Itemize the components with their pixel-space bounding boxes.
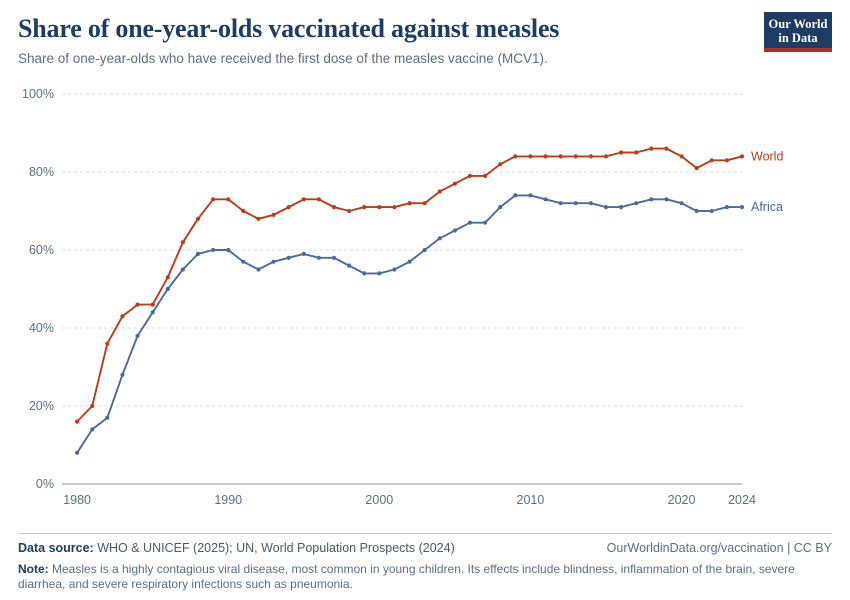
data-point (619, 150, 623, 154)
data-point (543, 197, 547, 201)
data-point (332, 205, 336, 209)
data-point (695, 166, 699, 170)
data-point (634, 150, 638, 154)
data-point (75, 451, 79, 455)
data-point (483, 221, 487, 225)
data-point (151, 303, 155, 307)
data-point (196, 217, 200, 221)
data-point (649, 197, 653, 201)
x-tick-label: 2000 (365, 493, 394, 507)
data-point (392, 267, 396, 271)
data-point (513, 193, 517, 197)
data-point (166, 287, 170, 291)
footer-note-text: Measles is a highly contagious viral disease, most common in young children. Its effects include blindness, inflammation of the brain, severe diarrhea, and severe respiratory infections such as pneumonia. (18, 562, 795, 591)
data-point (226, 248, 230, 252)
data-point (559, 154, 563, 158)
chart-header (18, 14, 832, 66)
page-title: Share of one-year-olds vaccinated against measles (18, 14, 560, 43)
data-point (241, 209, 245, 213)
data-point (241, 260, 245, 264)
data-source-prefix: Data source: (18, 541, 94, 555)
data-point (151, 310, 155, 314)
data-point (271, 213, 275, 217)
y-tick-label: 80% (28, 165, 54, 179)
data-source-text: WHO & UNICEF (2025); UN, World Population Prospects (2024) (97, 541, 455, 555)
data-point (634, 201, 638, 205)
data-point (302, 252, 306, 256)
data-point (649, 147, 653, 151)
data-point (211, 248, 215, 252)
data-point (528, 193, 532, 197)
data-point (604, 205, 608, 209)
y-tick-label: 60% (28, 243, 54, 257)
data-point (679, 154, 683, 158)
data-point (317, 197, 321, 201)
series-line-world (77, 149, 742, 422)
data-point (664, 147, 668, 151)
data-point (453, 182, 457, 186)
x-tick-label: 2010 (516, 493, 545, 507)
data-point (302, 197, 306, 201)
data-point (120, 373, 124, 377)
data-point (105, 416, 109, 420)
data-point (120, 314, 124, 318)
data-point (407, 201, 411, 205)
x-tick-label: 2024 (728, 493, 756, 507)
data-point (211, 197, 215, 201)
data-point (528, 154, 532, 158)
data-point (710, 158, 714, 162)
data-point (468, 174, 472, 178)
data-point (740, 154, 744, 158)
series-label-world: World (751, 149, 784, 164)
data-point (725, 158, 729, 162)
footer-note (18, 562, 818, 592)
data-point (498, 162, 502, 166)
data-point (710, 209, 714, 213)
data-source (18, 541, 455, 555)
data-point (423, 248, 427, 252)
data-point (135, 334, 139, 338)
data-point (256, 217, 260, 221)
data-point (423, 201, 427, 205)
chart-plot-area[interactable] (18, 84, 832, 514)
data-point (332, 256, 336, 260)
data-point (90, 404, 94, 408)
data-point (105, 342, 109, 346)
owid-logo[interactable] (764, 12, 832, 52)
data-point (181, 267, 185, 271)
data-point (664, 197, 668, 201)
line-chart (18, 84, 832, 514)
y-tick-label: 20% (28, 399, 54, 413)
data-point (695, 209, 699, 213)
data-point (226, 197, 230, 201)
data-point (740, 205, 744, 209)
data-point (347, 209, 351, 213)
data-point (543, 154, 547, 158)
data-point (90, 427, 94, 431)
data-point (559, 201, 563, 205)
data-point (362, 271, 366, 275)
x-tick-label: 1990 (214, 493, 243, 507)
data-point (483, 174, 487, 178)
data-point (317, 256, 321, 260)
data-point (589, 154, 593, 158)
data-point (604, 154, 608, 158)
y-tick-label: 0% (35, 477, 54, 491)
data-point (287, 256, 291, 260)
footer-link[interactable]: OurWorldinData.org/vaccination | CC BY (606, 541, 832, 555)
data-point (725, 205, 729, 209)
chart-subtitle: Share of one-year-olds who have received the first dose of the measles vaccine (MCV1). (18, 51, 548, 66)
data-point (347, 264, 351, 268)
chart-footer (18, 533, 832, 592)
y-tick-label: 40% (28, 321, 54, 335)
data-point (574, 201, 578, 205)
data-point (377, 271, 381, 275)
data-point (513, 154, 517, 158)
data-point (196, 252, 200, 256)
data-point (362, 205, 366, 209)
x-tick-label: 2020 (667, 493, 696, 507)
data-point (574, 154, 578, 158)
data-point (166, 275, 170, 279)
data-point (679, 201, 683, 205)
x-tick-label: 1980 (63, 493, 92, 507)
data-point (287, 205, 291, 209)
data-point (438, 236, 442, 240)
data-point (181, 240, 185, 244)
data-point (392, 205, 396, 209)
data-point (135, 303, 139, 307)
data-point (453, 228, 457, 232)
footer-note-prefix: Note: (18, 562, 49, 576)
owid-logo-line1: Our World (768, 17, 828, 31)
owid-logo-line2: in Data (778, 31, 818, 45)
data-point (589, 201, 593, 205)
series-label-africa: Africa (751, 200, 783, 215)
series-line-africa (77, 195, 742, 452)
data-point (438, 189, 442, 193)
data-point (619, 205, 623, 209)
data-point (271, 260, 275, 264)
y-tick-label: 100% (22, 87, 54, 101)
data-point (75, 420, 79, 424)
data-point (468, 221, 472, 225)
data-point (377, 205, 381, 209)
data-point (498, 205, 502, 209)
data-point (407, 260, 411, 264)
data-point (256, 267, 260, 271)
